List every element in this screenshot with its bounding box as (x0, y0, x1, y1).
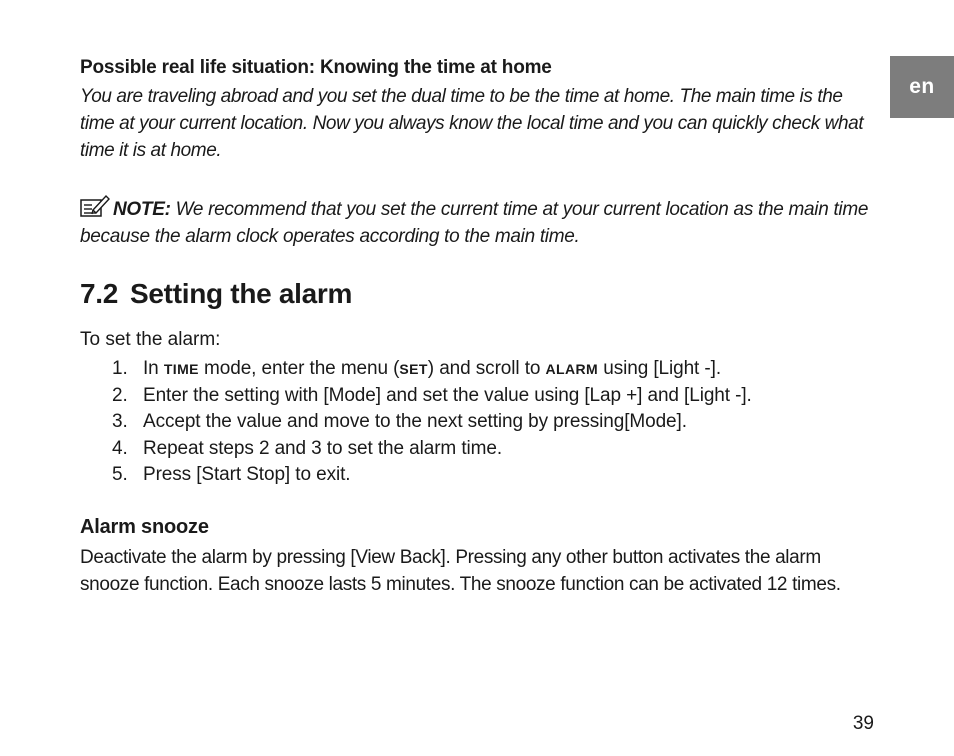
note-label: NOTE: (113, 199, 171, 220)
note-text: We recommend that you set the current time at your current location as the main time because the alarm clock operates according to the main time. (80, 199, 869, 247)
step-number: 1. (112, 358, 128, 379)
section-number: 7.2 (80, 278, 119, 309)
step-number: 4. (112, 437, 128, 459)
intro-text: To set the alarm: (80, 329, 221, 350)
step-number: 2. (112, 384, 128, 406)
situation-text: You are traveling abroad and you set the dual time to be the time at home. The main time is the time at your current location. Now you always know the local time and you can quickly check what time it is at home. (80, 86, 864, 161)
step-text: Accept the value and move to the next setting by pressing[Mode]. (143, 411, 687, 433)
step-text: mode, enter the menu ( (198, 358, 400, 379)
step-number: 5. (112, 464, 128, 486)
situation-title: Possible real life situation: Knowing the time at home (80, 57, 552, 78)
snooze-heading: Alarm snooze (80, 515, 209, 538)
list-item (80, 436, 880, 463)
step-text: Repeat steps 2 and 3 to set the alarm time. (143, 437, 503, 459)
step-text: Enter the setting with [Mode] and set the value using [Lap +] and [Light -]. (143, 384, 752, 406)
mode-time-label: TIME (163, 361, 199, 377)
language-tab: en (890, 56, 954, 118)
list-item (80, 462, 880, 489)
step-text: In (143, 358, 164, 379)
menu-set-label: SET (399, 361, 428, 377)
section-heading (80, 276, 880, 312)
step-text: Press [Start Stop] to exit. (143, 464, 351, 486)
step-number: 3. (112, 411, 128, 433)
page-number: 39 (852, 713, 874, 734)
list-item (80, 356, 880, 383)
step-text: using [Light -]. (598, 358, 722, 379)
note-pencil-icon (80, 194, 110, 218)
list-item (80, 383, 880, 410)
step-text: ) and scroll to (427, 358, 546, 379)
section-title: Setting the alarm (130, 278, 353, 309)
snooze-text: Deactivate the alarm by pressing [View Back]. Pressing any other button activates the alarm snooze function. Each snooze lasts 5 minutes. The snooze function can be activated 12 times. (80, 546, 841, 595)
note-paragraph (80, 194, 880, 250)
list-item (80, 409, 880, 436)
menu-alarm-label: ALARM (545, 361, 599, 377)
steps-list (80, 356, 880, 489)
page-content (80, 54, 880, 598)
